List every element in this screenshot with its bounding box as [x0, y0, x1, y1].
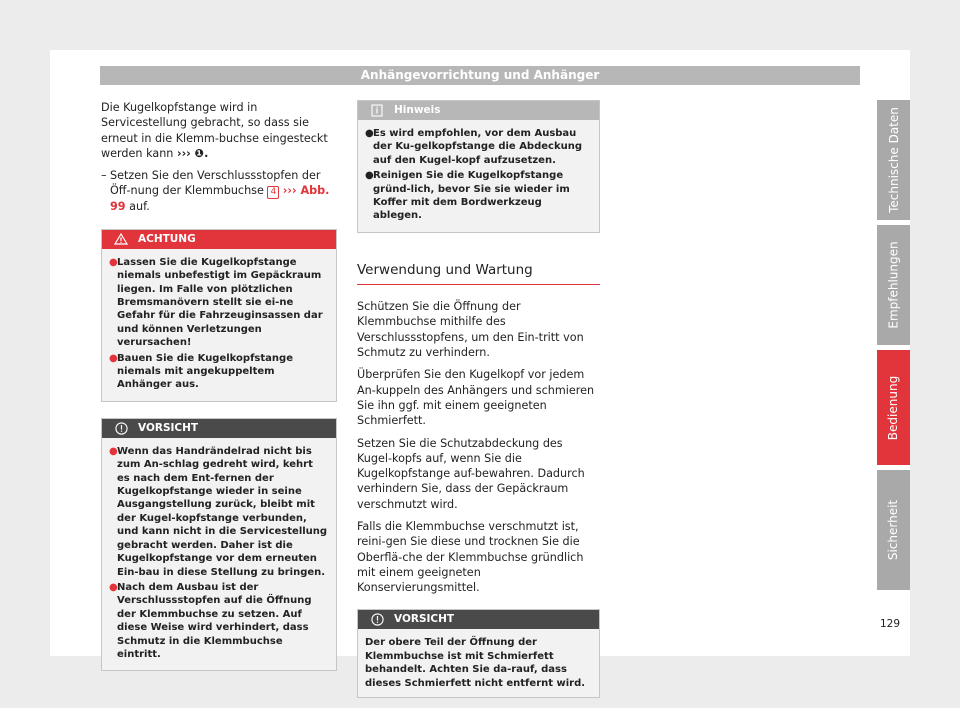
note-icon: [364, 104, 390, 117]
vorsicht-header-2: [358, 610, 599, 629]
left-column: [101, 100, 337, 681]
achtung-box: [101, 229, 337, 402]
warning-triangle-icon: [108, 233, 134, 245]
vorsicht-body: [102, 438, 336, 671]
vorsicht-header: [102, 419, 336, 438]
intro-reference-link[interactable]: ››› ❶.: [176, 146, 209, 160]
list-item: ● Wenn das Handrändelrad nicht bis zum An-schlag gedreht wird, kehrt es nach dem Ent-fernen der Kugelkopfstange wieder in seine Ausgangstellung zurück, bleibt mit der Kugel-kopfstange verbunden, und kann nicht in die Servicestellung gebracht werden. Daher ist die Kugelkopfstange vor dem erneuten Ein-bau in diese Stellung zu bringen.: [109, 445, 328, 578]
vorsicht-box: [101, 418, 337, 672]
tab-sicherheit[interactable]: Sicherheit: [877, 470, 910, 590]
intro-text: Die Kugelkopfstange wird in Servicestellung gebracht, so dass sie erneut in die Klemm-buchse eingesteckt werden kann: [101, 101, 328, 160]
hinweis-title: Hinweis: [394, 103, 441, 116]
body-paragraph: Falls die Klemmbuchse verschmutzt ist, reini-gen Sie diese und trocknen Sie die Oberflä-che der Klemmbuchse gründlich mit einem geeigneten Konservierungsmittel.: [357, 520, 584, 595]
list-item: ● Reinigen Sie die Kugelkopfstange gründ-lich, bevor Sie sie wieder im Koffer mit dem Bordwerkzeug ablegen.: [365, 170, 570, 222]
tab-empfehlungen[interactable]: Empfehlungen: [877, 225, 910, 345]
figure-reference-link[interactable]: ››› Abb. 99: [110, 184, 330, 214]
vorsicht-body-2: Der obere Teil der Öffnung der Klemmbuchse ist mit Schmierfett behandelt. Achten Sie da-rauf, dass dieses Schmierfett nicht entfernt wird.: [365, 637, 586, 689]
list-item: ● Bauen Sie die Kugelkopfstange niemals mit angekuppeltem Anhänger aus.: [109, 352, 293, 391]
section-title: Verwendung und Wartung: [357, 263, 600, 285]
figure-callout-number: 4: [267, 186, 279, 199]
hinweis-body: [358, 120, 599, 232]
body-paragraph: Schützen Sie die Öffnung der Klemmbuchse mithilfe des Verschlussstopfens, um den Ein-tritt von Schmutz zu verhindern.: [357, 300, 584, 360]
bullet-icon: ●: [365, 170, 374, 182]
vorsicht-box-2: [357, 609, 600, 698]
info-circle-icon: [108, 422, 134, 435]
vorsicht-title-2: VORSICHT: [394, 613, 455, 626]
page-header-title: Anhängevorrichtung und Anhänger: [360, 68, 600, 82]
hinweis-box: [357, 100, 600, 233]
step-item: [101, 168, 337, 215]
hinweis-header: [358, 101, 599, 120]
bullet-icon: ●: [109, 581, 118, 593]
achtung-title: ACHTUNG: [138, 232, 196, 245]
achtung-body: [102, 249, 336, 401]
list-item: ● Lassen Sie die Kugelkopfstange niemals unbefestigt im Gepäckraum liegen. Im Falle von plötzlichen Bremsmanövern stellt sie ei-ne Gefahr für die Fahrzeuginsassen dar und können Verletzungen verursachen!: [109, 256, 323, 349]
right-column: [357, 100, 600, 708]
body-paragraph: Überprüfen Sie den Kugelkopf vor jedem An-kuppeln des Anhängers und schmieren Sie ihn ggf. mit einem geeigneten Schmierfett.: [357, 368, 595, 428]
body-paragraph: Setzen Sie die Schutzabdeckung des Kugel-kopfs auf, wenn Sie die Kugelkopfstange auf-bewahren. Dadurch verhindern Sie, dass der Gepäckraum verschmutzt wird.: [357, 436, 585, 511]
list-item: ● Es wird empfohlen, vor dem Ausbau der Ku-gelkopfstange die Abdeckung auf den Kugel-kopf aufzusetzen.: [365, 128, 583, 166]
bullet-icon: ●: [109, 352, 118, 364]
step-dash: –: [101, 169, 107, 183]
tab-technische-daten[interactable]: Technische Daten: [877, 100, 910, 220]
bullet-icon: ●: [109, 256, 118, 268]
bullet-icon: ●: [109, 445, 118, 457]
page-number: 129: [879, 618, 900, 630]
tab-bedienung[interactable]: Bedienung: [877, 350, 910, 465]
info-circle-icon: [364, 613, 390, 626]
intro-paragraph: [101, 100, 337, 161]
vorsicht-title: VORSICHT: [138, 421, 199, 434]
step-text: Setzen Sie den Verschlussstopfen der Öff-nung der Klemmbuchse 4 ››› Abb. 99 auf.: [110, 169, 330, 214]
achtung-header: [102, 230, 336, 249]
list-item: ● Nach dem Ausbau ist der Verschlussstopfen auf die Öffnung der Klemmbuchse zu setzen. Auf diese Weise wird verhindert, dass Schmutz in die Klemmbuchse eintritt.: [109, 581, 312, 660]
bullet-icon: ●: [365, 128, 374, 139]
